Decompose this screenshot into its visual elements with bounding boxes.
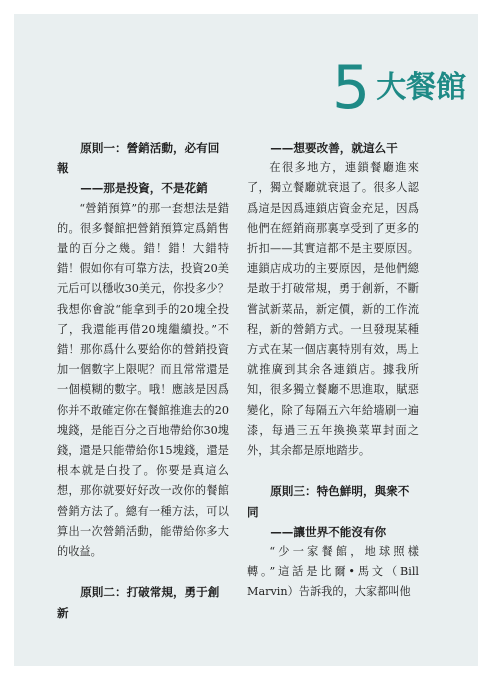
chapter-number: 5 [332,53,371,123]
right-column [247,138,419,603]
book-page [14,14,478,666]
left-column [57,138,229,623]
principle-3-body: “少一家餐館，地球照樣轉。”這話是比爾•馬文（Bill Marvin）告訴我的，大家都叫他 [247,545,419,599]
chapter-title: 大餐館 [376,70,467,105]
principle-1-subtitle: ——那是投資，不是花銷 [80,181,208,196]
chapter-heading [332,53,467,123]
principle-1-title: 原則一：營銷活動，必有回報 [57,141,220,176]
principle-2-subtitle: ——想要改善，就這么干 [270,141,398,155]
principle-2-title: 原則二：打破常規，勇于創新 [57,585,220,620]
principle-2-body: 在很多地方，連鎖餐廳進來了，獨立餐廳就衰退了。很多人認爲這是因爲連鎖店資金充足，因爲他們在經銷商那裏享受到了更多的折扣——其實這都不是主要原因。連鎖店成功的主要原因，是他們總是敢于打破常規，勇于創新，不斷嘗試新菜品，新定價，新的工作流程，新的營銷方式。一旦發現某種方式在某一個店裏特別有效，馬上就推廣到其余各連鎖店。據我所知，很多獨立餐廳不思進取，賦惡變化，除了每隔五六年給墻刷一遍漆，每過三五年換換菜單封面之外，其余都是原地踏步。 [247,161,419,458]
principle-1-body: “營銷預算”的那一套想法是錯的。很多餐館把營銷預算定爲銷售量的百分之幾。錯！錯！大錯特錯！假如你有可靠方法，投資20美元后可以穩收30美元，你投多少？我想你會說“能拿到手的20塊全投了，我還能再借20塊繼續投。”不錯！那你爲什么要給你的營銷投資加一個數字上限呢？而且常常還是一個模糊的數字。哦！應該是因爲你并不敢確定你在餐館推進去的20塊錢，是能百分之百地帶給你30塊錢，還是只能帶給你15塊錢，還是根本就是白投了。你要是真這么想，那你就要好好改一改你的餐館營銷方法了。總有一種方法，可以算出一次營銷活動，能帶給你多大的收益。 [57,201,229,559]
principle-3-subtitle: ——讓世界不能沒有你 [270,524,387,539]
principle-3-title: 原則三：特色鮮明，與衆不同 [247,484,410,519]
